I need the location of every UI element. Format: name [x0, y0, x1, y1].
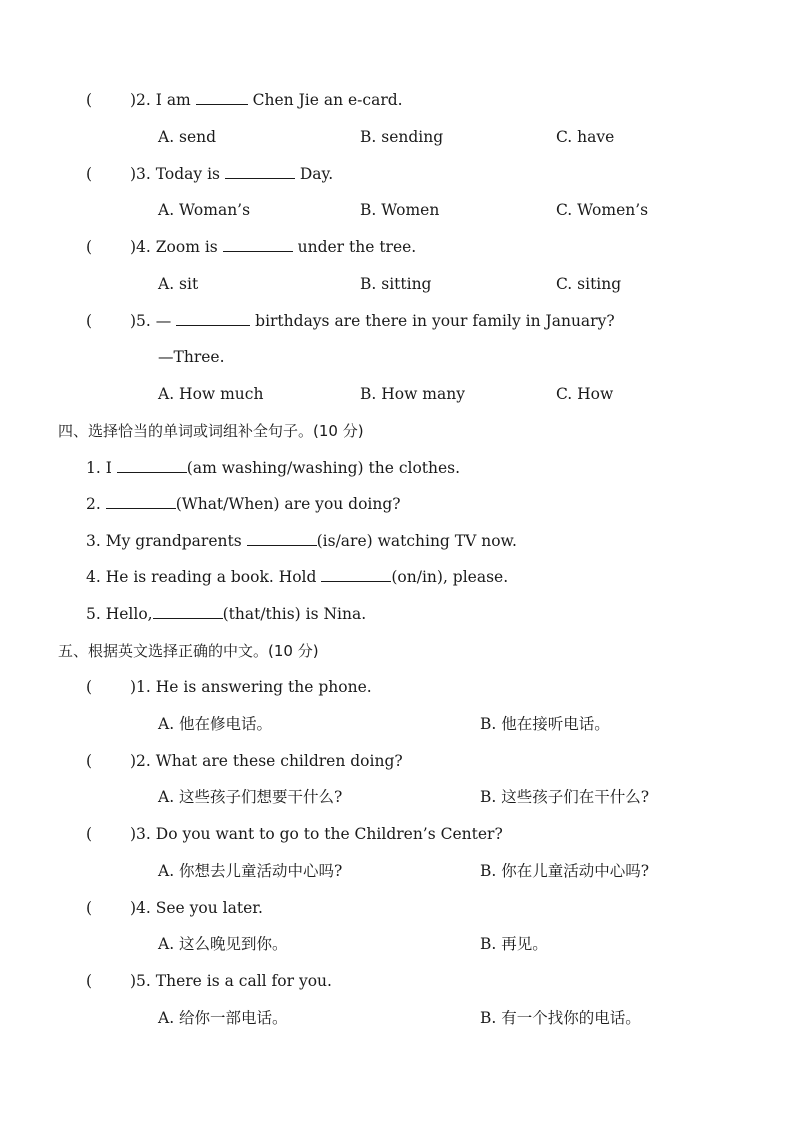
fill-blank[interactable] [176, 311, 250, 326]
option-a[interactable]: A. 你想去儿童活动中心吗? [158, 862, 343, 880]
item-end: (that/this) is Nina. [222, 605, 367, 623]
answer-paren[interactable]: ( [86, 752, 93, 770]
answer-paren[interactable]: ( [86, 91, 93, 109]
option-a[interactable]: A. send [158, 128, 217, 146]
answer-paren[interactable]: ( [86, 972, 93, 990]
question-stem: )3. Do you want to go to the Children’s Center? [130, 825, 503, 843]
answer-paren[interactable]: ( [86, 899, 93, 917]
item-end: (What/When) are you doing? [175, 495, 401, 513]
option-a[interactable]: A. How much [158, 385, 264, 403]
fill-item-1 [86, 458, 460, 478]
question-stem [130, 311, 615, 331]
item-end: (am washing/washing) the clothes. [186, 459, 461, 477]
section-title: 五、根据英文选择正确的中文。(10 分) [58, 642, 319, 660]
option-a[interactable]: A. 这些孩子们想要干什么? [158, 788, 343, 806]
fill-blank[interactable] [196, 90, 248, 105]
option-a[interactable]: A. 这么晚见到你。 [158, 935, 288, 953]
stem-start: )3. Today is [130, 165, 220, 183]
option-a[interactable]: A. 他在修电话。 [158, 715, 273, 733]
fill-blank[interactable] [247, 531, 317, 546]
fill-blank[interactable] [117, 458, 187, 473]
answer-paren[interactable]: ( [86, 312, 93, 330]
item-start: 1. I [86, 459, 112, 477]
option-b[interactable]: B. 再见。 [480, 935, 548, 953]
option-b[interactable]: B. 你在儿童活动中心吗? [480, 862, 650, 880]
fill-item-4 [86, 567, 508, 587]
stem-end: under the tree. [297, 238, 417, 256]
stem-start: )2. I am [130, 91, 191, 109]
stem-start: )5. — [130, 312, 172, 330]
fill-blank[interactable] [321, 567, 391, 582]
stem-start: )4. Zoom is [130, 238, 218, 256]
stem-end: Day. [299, 165, 334, 183]
stem-end: birthdays are there in your family in January? [255, 312, 615, 330]
item-start: 4. He is reading a book. Hold [86, 568, 317, 586]
item-start: 5. Hello, [86, 605, 153, 623]
fill-blank[interactable] [153, 604, 223, 619]
question-stem [130, 164, 333, 184]
question-stem [130, 90, 403, 110]
question-stem: )1. He is answering the phone. [130, 678, 372, 696]
option-c[interactable]: C. have [556, 128, 615, 146]
answer-paren[interactable]: ( [86, 165, 93, 183]
option-c[interactable]: C. How [556, 385, 614, 403]
option-b[interactable]: B. How many [360, 385, 465, 403]
question-stem: )5. There is a call for you. [130, 972, 332, 990]
item-start: 3. My grandparents [86, 532, 242, 550]
option-b[interactable]: B. sitting [360, 275, 432, 293]
question-stem [130, 237, 416, 257]
fill-blank[interactable] [106, 494, 176, 509]
option-b[interactable]: B. Women [360, 201, 440, 219]
dialogue-answer: —Three. [158, 348, 225, 366]
option-c[interactable]: C. Women’s [556, 201, 649, 219]
question-stem: )2. What are these children doing? [130, 752, 403, 770]
option-b[interactable]: B. 有一个找你的电话。 [480, 1009, 641, 1027]
option-b[interactable]: B. 他在接听电话。 [480, 715, 610, 733]
question-stem: )4. See you later. [130, 899, 263, 917]
option-a[interactable]: A. sit [158, 275, 199, 293]
fill-blank[interactable] [225, 164, 295, 179]
answer-paren[interactable]: ( [86, 238, 93, 256]
answer-paren[interactable]: ( [86, 825, 93, 843]
fill-blank[interactable] [223, 237, 293, 252]
option-b[interactable]: B. sending [360, 128, 444, 146]
answer-paren[interactable]: ( [86, 678, 93, 696]
item-start: 2. [86, 495, 101, 513]
option-c[interactable]: C. siting [556, 275, 622, 293]
item-end: (on/in), please. [391, 568, 509, 586]
section-title: 四、选择恰当的单词或词组补全句子。(10 分) [58, 422, 364, 440]
stem-end: Chen Jie an e-card. [252, 91, 403, 109]
option-a[interactable]: A. Woman’s [158, 201, 251, 219]
option-a[interactable]: A. 给你一部电话。 [158, 1009, 288, 1027]
option-b[interactable]: B. 这些孩子们在干什么? [480, 788, 650, 806]
fill-item-2 [86, 494, 401, 514]
item-end: (is/are) watching TV now. [316, 532, 517, 550]
fill-item-5 [86, 604, 366, 624]
fill-item-3 [86, 531, 517, 551]
